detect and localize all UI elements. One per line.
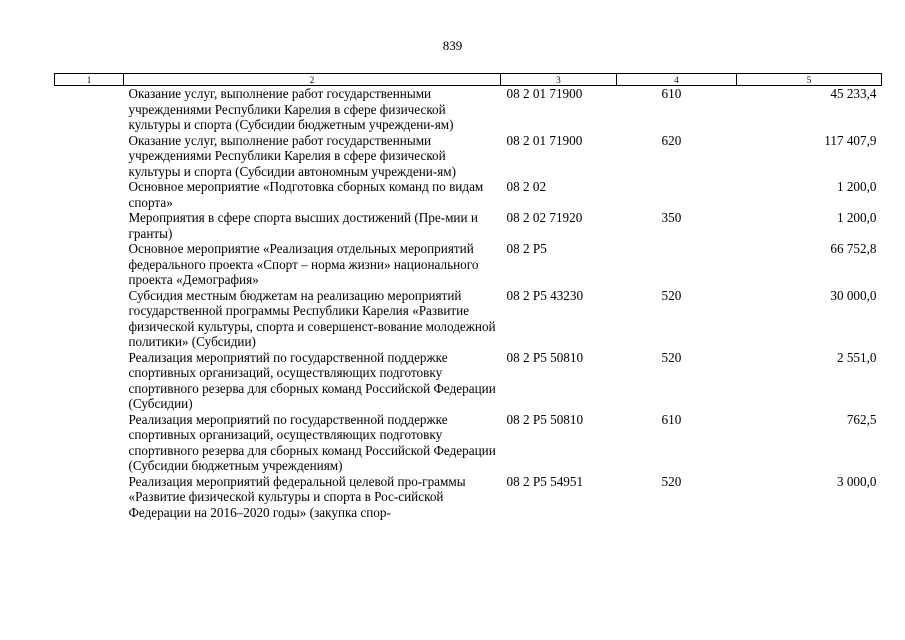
column-header: 5 [737,74,882,86]
expense-type: 520 [661,473,682,489]
item-name: Оказание услуг, выполнение работ государственными учреждениями Республики Карелия в сфере физической культуры и спорта (Субсидии автономным учреждени-ям) [128,132,457,179]
target-article-code: 08 2 P5 [506,241,547,256]
column-header: 3 [501,74,617,86]
item-name: Основное мероприятие «Реализация отдельных мероприятий федерального проекта «Спорт – норма жизни» национального проекта «Демография» [128,241,479,287]
column-number-header [55,74,882,86]
expense-type: 520 [661,287,682,303]
expense-type: 520 [661,349,682,365]
amount: 66 752,8 [830,241,877,256]
table-row [55,350,882,412]
page-number: 839 [442,38,463,53]
expense-type [617,179,737,210]
target-article-code: 08 2 01 71900 [506,86,583,101]
expense-type: 350 [661,210,682,225]
target-article-code: 08 2 02 [506,179,547,194]
amount: 2 551,0 [836,349,877,365]
expense-type: 620 [661,132,682,148]
amount: 30 000,0 [830,287,877,303]
amount: 117 407,9 [824,132,877,148]
item-name: Реализация мероприятий по государственной поддержке спортивных организаций, осуществляющих подготовку спортивного резерва для сборных команд Российской Федерации (Субсидии бюджетным учреждениям) [128,411,496,473]
item-name: Мероприятия в сфере спорта высших достижений (Пре-мии и гранты) [128,210,478,241]
amount: 762,5 [846,411,877,427]
item-name: Оказание услуг, выполнение работ государственными учреждениями Республики Карелия в сфере физической культуры и спорта (Субсидии бюджетным учреждени-ям) [128,86,454,132]
table-row [55,412,882,474]
amount: 3 000,0 [836,473,877,489]
amount: 1 200,0 [836,179,877,194]
expense-type: 610 [661,411,682,427]
item-name: Основное мероприятие «Подготовка сборных команд по видам спорта» [128,179,484,210]
table-row [55,133,882,180]
table-row [55,241,882,288]
target-article-code: 08 2 01 71900 [506,132,583,148]
target-article-code: 08 2 P5 54951 [506,473,584,489]
budget-table [54,73,882,520]
column-header: 1 [55,74,124,86]
amount: 1 200,0 [836,210,877,225]
table-row [55,288,882,350]
target-article-code: 08 2 P5 43230 [506,287,584,303]
expense-type: 610 [661,86,682,101]
target-article-code: 08 2 P5 50810 [506,349,584,365]
amount: 45 233,4 [830,86,877,101]
target-article-code: 08 2 P5 50810 [506,411,584,427]
item-name: Субсидия местным бюджетам на реализацию мероприятий государственной программы Республики Карелия «Развитие физической культуры, спорта и совершенст-вование молодежной политики» (Субсидии) [128,287,496,349]
column-header: 4 [617,74,737,86]
item-name: Реализация мероприятий по государственной поддержке спортивных организаций, осуществляющих подготовку спортивного резерва для сборных команд Российской Федерации (Субсидии) [128,349,496,411]
item-name: Реализация мероприятий федеральной целевой про-граммы «Развитие физической культуры и спорта в Рос-сийской Федерации на 2016–2020 годы» (закупка спор- [128,473,466,520]
expense-type [617,241,737,288]
table-row [55,210,882,241]
column-header: 2 [124,74,501,86]
table-row [55,86,882,133]
table-row [55,474,882,521]
target-article-code: 08 2 02 71920 [506,210,583,225]
table-row [55,179,882,210]
